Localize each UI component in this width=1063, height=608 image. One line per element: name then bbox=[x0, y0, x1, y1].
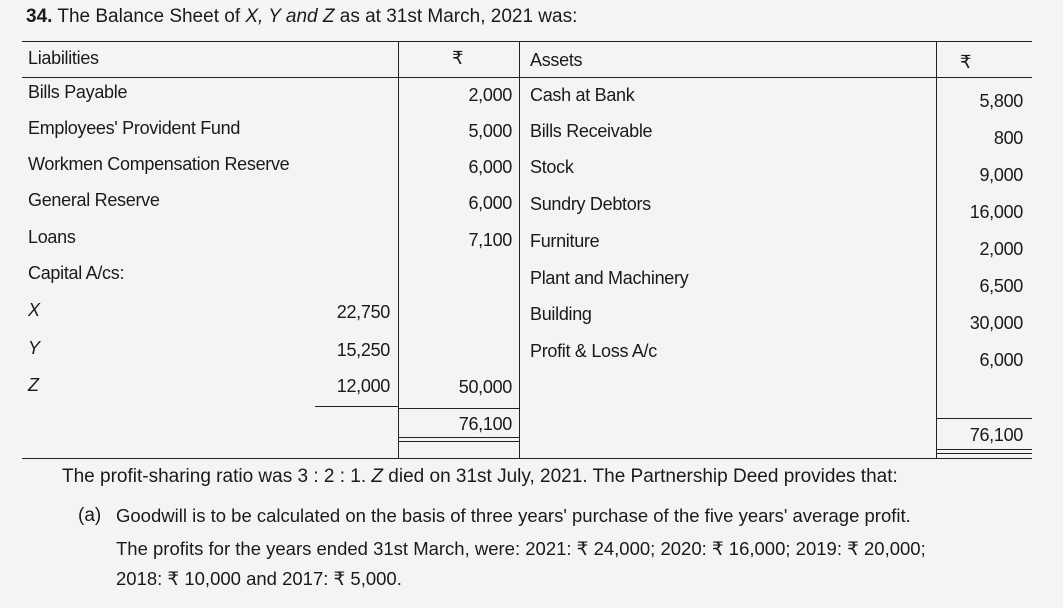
liability-label: Bills Payable bbox=[28, 82, 128, 102]
capital-partner-amount: 12,000 bbox=[336, 376, 390, 396]
liability-amount: 6,000 bbox=[468, 193, 512, 213]
liability-label: Employees' Provident Fund bbox=[28, 118, 241, 138]
title-post: as at 31st March, 2021 was: bbox=[334, 6, 578, 27]
col-rule-2 bbox=[519, 41, 520, 459]
asset-label: Cash at Bank bbox=[530, 85, 635, 105]
asset-label: Sundry Debtors bbox=[530, 194, 651, 214]
capital-subtotal-rule bbox=[315, 406, 399, 407]
asset-amount: 30,000 bbox=[969, 313, 1023, 333]
asset-label: Stock bbox=[530, 157, 574, 177]
liability-label: Workmen Compensation Reserve bbox=[28, 154, 290, 174]
col-rule-1 bbox=[398, 41, 399, 459]
title-firms: X, Y and Z bbox=[245, 6, 335, 27]
liability-label: Capital A/cs: bbox=[28, 263, 125, 283]
asset-total-bottom-rule-2 bbox=[936, 453, 1032, 454]
capital-partner-amount: 15,250 bbox=[336, 340, 390, 360]
asset-label: Building bbox=[530, 304, 592, 324]
item-a-line-2: The profits for the years ended 31st March, were: 2021: ₹ 24,000; 2020: ₹ 16,000; 2019: ₹ 20,000; bbox=[116, 538, 926, 559]
asset-amount: 2,000 bbox=[979, 239, 1023, 259]
header-assets-currency: ₹ bbox=[960, 52, 972, 73]
liab-total-bottom-rule-2 bbox=[398, 441, 519, 442]
liability-amount: 6,000 bbox=[468, 157, 512, 177]
header-rule bbox=[22, 77, 1032, 78]
title-pre: The Balance Sheet of bbox=[57, 6, 246, 27]
asset-amount: 800 bbox=[993, 128, 1023, 148]
capital-partner-label: X bbox=[28, 300, 40, 320]
header-assets: Assets bbox=[530, 50, 583, 70]
asset-label: Profit & Loss A/c bbox=[530, 341, 657, 361]
header-liabilities: Liabilities bbox=[28, 48, 99, 68]
asset-label: Plant and Machinery bbox=[530, 268, 689, 288]
item-a-line-1: Goodwill is to be calculated on the basis of three years' purchase of the five years' average profit. bbox=[116, 505, 911, 526]
header-liabilities-currency: ₹ bbox=[452, 48, 464, 69]
asset-amount: 9,000 bbox=[979, 165, 1023, 185]
ratio-partner: Z bbox=[371, 466, 384, 487]
asset-label: Furniture bbox=[530, 231, 600, 251]
capital-partner-label: Y bbox=[28, 338, 40, 358]
item-a-marker: (a) bbox=[78, 505, 102, 526]
assets-total: 76,100 bbox=[969, 425, 1023, 445]
question-number: 34. bbox=[26, 6, 53, 27]
ratio-statement bbox=[62, 466, 898, 488]
question-title bbox=[26, 6, 577, 28]
liability-label: General Reserve bbox=[28, 190, 160, 210]
asset-amount: 6,500 bbox=[979, 276, 1023, 296]
table-bottom-rule bbox=[22, 458, 1032, 459]
asset-amount: 16,000 bbox=[969, 202, 1023, 222]
asset-amount: 5,800 bbox=[979, 91, 1023, 111]
liability-amount: 7,100 bbox=[468, 230, 512, 250]
asset-total-top-rule bbox=[936, 418, 1032, 419]
liability-amount: 2,000 bbox=[468, 85, 512, 105]
asset-total-bottom-rule bbox=[936, 449, 1032, 450]
item-a-line-3: 2018: ₹ 10,000 and 2017: ₹ 5,000. bbox=[116, 568, 402, 589]
liabilities-total: 76,100 bbox=[458, 414, 512, 434]
ratio-pre: The profit-sharing ratio was 3 : 2 : 1. bbox=[62, 466, 372, 487]
liab-total-bottom-rule bbox=[398, 437, 519, 438]
asset-label: Bills Receivable bbox=[530, 121, 653, 141]
liability-amount: 5,000 bbox=[468, 121, 512, 141]
liab-total-top-rule bbox=[398, 408, 519, 409]
capital-partner-label: Z bbox=[28, 375, 39, 395]
capital-partner-amount: 22,750 bbox=[336, 302, 390, 322]
ratio-post: died on 31st July, 2021. The Partnership Deed provides that: bbox=[383, 466, 898, 487]
table-top-rule bbox=[22, 41, 1032, 42]
capital-total-amount: 50,000 bbox=[458, 377, 512, 397]
asset-amount: 6,000 bbox=[979, 350, 1023, 370]
liability-label: Loans bbox=[28, 227, 76, 247]
